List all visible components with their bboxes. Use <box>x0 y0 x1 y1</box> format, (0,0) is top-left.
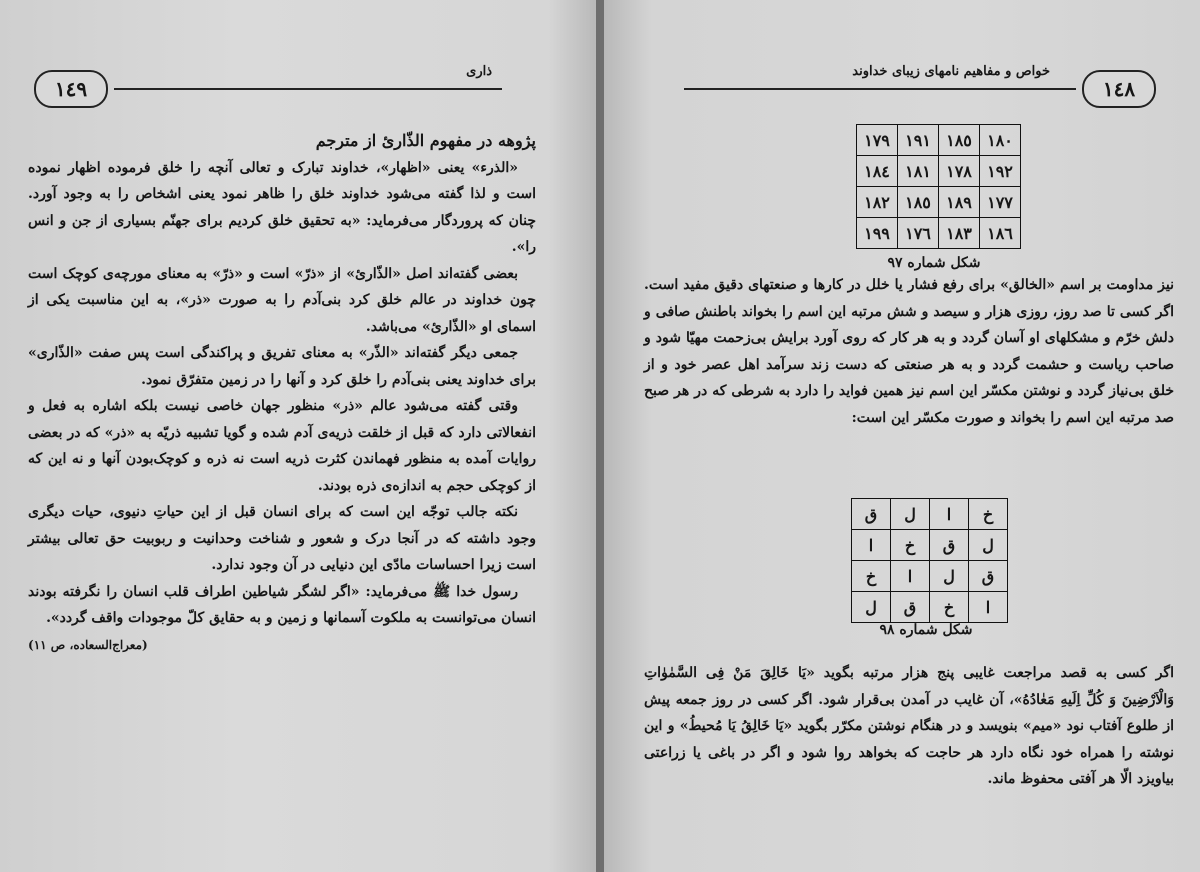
table-cell: ١٨٤ <box>857 156 898 187</box>
letter-square-table-98 <box>851 498 1008 623</box>
paragraph: جمعی دیگر گفته‌اند «الذّر» به معنای تفریق و پراکندگی است پس صفت «الذّاری» برای خداوند یعنی بنی‌آدم را خلق کرد و آنها را در زمین متفرّق نمود. <box>28 345 536 388</box>
table-cell: ل <box>891 499 930 530</box>
running-title: ذاری <box>466 64 492 79</box>
table-cell: ل <box>969 530 1008 561</box>
table-cell: ق <box>930 530 969 561</box>
table-cell: ١٧٦ <box>898 218 939 249</box>
table-row <box>852 499 1008 530</box>
number-square-table-97 <box>856 124 1021 249</box>
paragraph: نکته جالب توجّه این است که برای انسان قبل از این حیاتِ دنیوی، حیات دیگری وجود داشته که در آنجا درک و شعور و شناخت وحدانیت و ربوبیت حق تعالی بیشتر است زیرا احساسات مادّی این دنیایی در آن وجود ندارد. <box>28 504 536 573</box>
paragraph-text: رسول خدا ﷺ می‌فرماید: «اگر لشگر شیاطین اطراف قلب انسان را نگرفته بودند انسان می‌توانست به ملکوت آسمانها و زمین و به حقایق کلّ موجودات واقف گردد». <box>28 583 536 626</box>
left-page-header <box>30 62 512 108</box>
table-cell: ا <box>891 561 930 592</box>
table-cell: ١٨١ <box>898 156 939 187</box>
table-cell: ا <box>930 499 969 530</box>
table-cell: ١٧٩ <box>857 125 898 156</box>
footnote: (معراج‌السعاده، ص ١١) <box>28 637 148 652</box>
table-row <box>852 592 1008 623</box>
paragraph <box>28 579 536 652</box>
table-row <box>852 561 1008 592</box>
running-title: خواص و مفاهیم نامهای زیبای خداوند <box>852 64 1050 79</box>
table-cell: خ <box>969 499 1008 530</box>
table-cell: ١٨٩ <box>939 187 980 218</box>
table-cell: ١٧٧ <box>980 187 1021 218</box>
paragraph: «الذرء» یعنی «اظهار»، خداوند تبارک و تعالی آنچه را خلق فرموده اظهار نموده است و لذا گفته می‌شود خداوند خلق را ظاهر نمود یعنی اشخاص را به وجود آورد. چنان که پروردگار می‌فرماید: «به تحقیق خلق کردیم برای جهنّم بسیاری از جن و انس را». <box>28 159 536 255</box>
table-row <box>857 125 1021 156</box>
paragraph: وقتی گفته می‌شود عالم «ذر» منظور جهان خاصی نیست بلکه اشاره به فعل و انفعالاتی دارد که قبل از خلقت ذریه‌ی آدم شده و گویا تشبیه ذریّه به «ذر» که در بعضی روایات آمده به منظور فهماندن کثرت ذریه است نه ذره و کوچک‌بودن آنها و نه این که از کوچکی حجم به اندازه‌ی ذره بودند. <box>28 398 536 494</box>
table-row <box>857 156 1021 187</box>
left-page <box>0 0 596 872</box>
right-body-text-2 <box>644 660 1174 793</box>
table-cell: خ <box>852 561 891 592</box>
paragraph: بعضی گفته‌اند اصل «الذّاریٔ» از «ذرّ» است و «ذرّ» به معنای مورچه‌ی کوچک است چون خداوند در عالم خلق کرد بنی‌آدم را به صورت «ذر»، به این مناسبت یکی از اسمای او «الذّاریٔ» می‌باشد. <box>28 265 536 335</box>
table-cell: ١٨٥ <box>939 125 980 156</box>
paragraph: اگر کسی به قصد مراجعت غایبی پنج هزار مرتبه بگوید «یَا خَالِقَ مَنْ فِی السَّمٰوٰاتِ وَالْاَرْضِینَ وَ کُلِّ اِلَیهِ مَعٰادُهُ»، آن غایب در آمدن بی‌قرار شود. اگر کسی در روز جمعه پیش از طلوع آفتاب نود «میم» بنویسد و در هنگام نوشتن مکرّر بگوید «یَا خَالِقُ یَا مُحیطُ» و این نوشته را همراه خود نگاه دارد هر حاجت که بخواهد روا شود و اگر در باغی یا زراعتی بیاویزد الّا هر آفتی محفوظ ماند. <box>644 665 1174 787</box>
table-cell: ل <box>930 561 969 592</box>
table-cell: ا <box>969 592 1008 623</box>
figure-caption-98: شکل شماره ٩٨ <box>879 622 973 638</box>
paragraph: نیز مداومت بر اسم «الخالق» برای رفع فشار یا خلل در کارها و صنعتهای دقیق مفید است. اگر کسی تا صد روز، روزی هزار و سیصد و شش مرتبه این اسم را بخواند باطنش صافی و دلش خرّم و مشکلهای او آسان گردد و به هر کار که روی آورد برایش بی‌زحمت مهیّا شود و صاحب ریاست و حشمت گردد و به هر صنعتی که دست زند سرآمد اهل عصر خود و از خلق بی‌نیاز گردد و نوشتن مکسّر این اسم نیز همین فواید را دارد به شرطی که در هر صبح صد مرتبه این اسم را بخواند و صورت مکسّر این است: <box>644 277 1174 426</box>
table-row <box>852 530 1008 561</box>
table-cell: ل <box>852 592 891 623</box>
table-cell: ١٨٢ <box>857 187 898 218</box>
table-cell: ١٨٦ <box>980 218 1021 249</box>
figure-caption-97: شکل شماره ٩٧ <box>887 255 981 271</box>
table-cell: ١٩١ <box>898 125 939 156</box>
table-cell: ١٩٩ <box>857 218 898 249</box>
table-row <box>857 187 1021 218</box>
table-row <box>857 218 1021 249</box>
table-cell: ق <box>891 592 930 623</box>
header-rule <box>114 88 502 90</box>
book-gutter <box>596 0 604 872</box>
table-cell: ١٩٢ <box>980 156 1021 187</box>
right-page <box>604 0 1200 872</box>
page-number: ١٤٩ <box>34 70 108 108</box>
section-title: پژوهه در مفهوم الذّاریٔ از مترجم <box>315 131 536 150</box>
table-cell: ا <box>852 530 891 561</box>
right-page-header <box>674 62 1160 108</box>
table-cell: ١٧٨ <box>939 156 980 187</box>
page-number: ١٤٨ <box>1082 70 1156 108</box>
table-cell: ق <box>969 561 1008 592</box>
header-rule <box>684 88 1076 90</box>
table-cell: ١٨٥ <box>898 187 939 218</box>
table-cell: خ <box>930 592 969 623</box>
left-body-text <box>28 128 536 658</box>
right-body-text-1 <box>644 272 1174 431</box>
table-cell: خ <box>891 530 930 561</box>
table-cell: ق <box>852 499 891 530</box>
table-cell: ١٨٠ <box>980 125 1021 156</box>
table-cell: ١٨٣ <box>939 218 980 249</box>
